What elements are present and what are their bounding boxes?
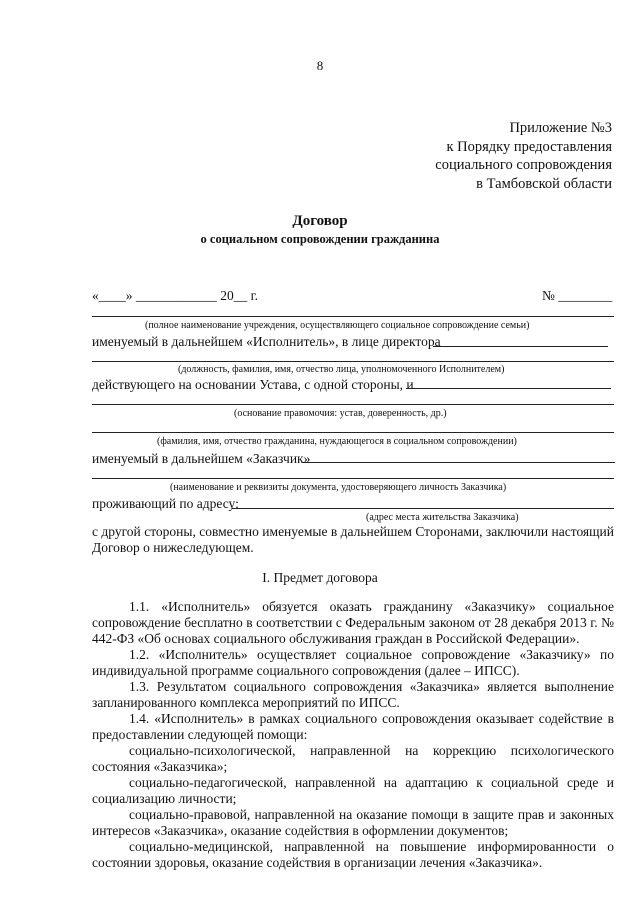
appendix-line: к Порядку предоставления [446,138,612,155]
position-blank-line [92,361,614,362]
named-customer-text: именуемый в дальнейшем «Заказчик» [92,451,311,466]
basis-full-blank-line [92,404,614,405]
list-item: социально-психологической, направленной на коррекцию психологического состояния «Заказчика»; [92,743,614,774]
document-blank-line [92,478,614,479]
paragraph-1-3: 1.3. Результатом социального сопровождения «Заказчика» является выполнение запланированного комплекса мероприятий по ИПСС. [92,679,614,710]
address-blank-line [232,508,614,509]
paragraph-1-1: 1.1. «Исполнитель» обязуется оказать гражданину «Заказчику» социальное сопровождение бесплатно в соответствии с Федеральным законом от 28 декабря 2013 г. № 442-ФЗ «Об основах социального обслуживания граждан в Российской Федерации». [92,599,614,646]
director-blank-line [433,346,608,347]
basis-blank-line [406,388,611,389]
list-item: социально-медицинской, направленной на повышение информированности о состоянии здоровья, оказание содействия в организации лечения «Заказчика». [92,839,614,870]
list-item: социально-педагогической, направленной на адаптацию к социальной среде и социализацию личности; [92,775,614,806]
residing-text: проживающий по адресу: [92,496,239,511]
acting-basis-text: действующего на основании Устава, с одной стороны, и [92,377,414,392]
hint-citizen: (фамилия, имя, отчество гражданина, нуждающегося в социальном сопровождении) [157,436,517,447]
hint-document: (наименование и реквизиты документа, удостоверяющего личность Заказчика) [170,482,507,493]
list-item: социально-правовой, направленной на оказание помощи в защите прав и законных интересов «Заказчика», оказание содействия в оформлении документов; [92,807,614,838]
appendix-line: социального сопровождения [435,157,612,173]
document-subtitle: о социальном сопровождении гражданина [200,232,440,246]
appendix-block [435,119,612,193]
hint-position: (должность, фамилия, имя, отчество лица, уполномоченного Исполнителем) [178,364,505,375]
appendix-line: Приложение №3 [509,120,612,136]
hint-address: (адрес места жительства Заказчика) [366,512,519,523]
date-field: «____» ____________ 20__ г. [92,288,259,303]
document-title: Договор [292,213,348,229]
section-title: I. Предмет договора [262,570,378,585]
named-executor-text: именуемый в дальнейшем «Исполнитель», в лице директора [92,334,441,349]
appendix-line: в Тамбовской области [476,175,612,192]
paragraph-1-4: 1.4. «Исполнитель» в рамках социального сопровождения оказывает содействие в предоставлении следующей помощи: [92,711,614,742]
customer-blank-line [303,462,615,463]
page-number: 8 [316,58,324,73]
paragraph-1-2: 1.2. «Исполнитель» осуществляет социальное сопровождение «Заказчику» по индивидуальной программе социального сопровождения (далее – ИПСС). [92,647,614,678]
intro-paragraph: с другой стороны, совместно именуемые в дальнейшем Сторонами, заключили настоящий Договор о нижеследующем. [92,524,614,555]
contract-number-field: № ________ [542,288,613,303]
institution-blank-line [92,316,614,317]
citizen-blank-line [92,432,614,433]
hint-basis: (основание правомочия: устав, доверенность, др.) [234,408,447,419]
hint-institution: (полное наименование учреждения, осуществляющего социальное сопровождение семьи) [145,320,530,331]
